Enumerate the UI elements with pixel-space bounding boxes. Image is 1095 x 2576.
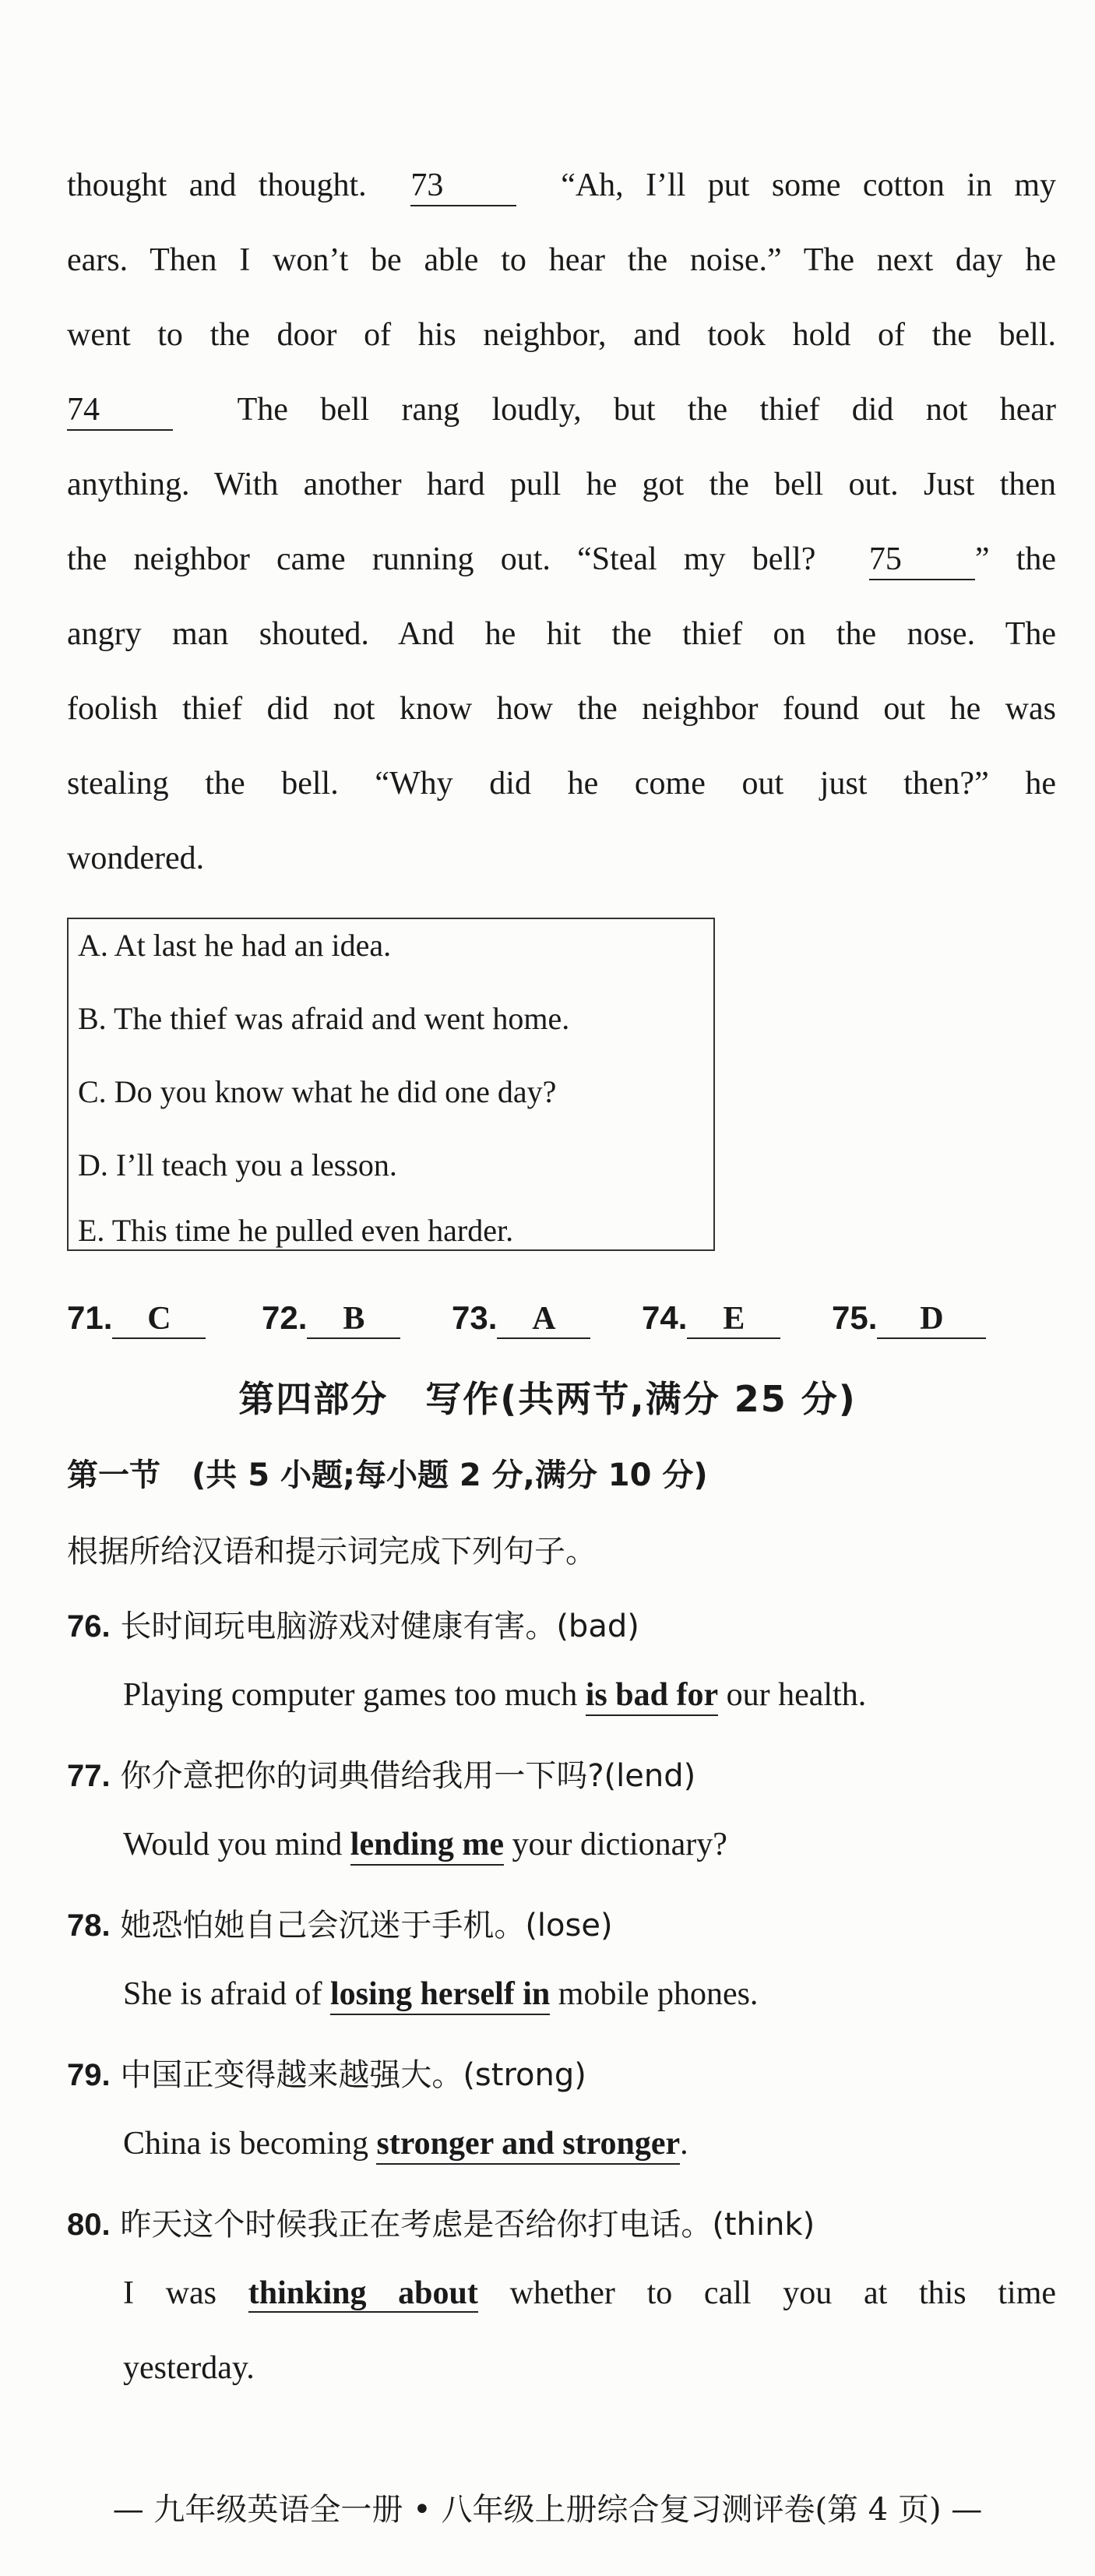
- answer-row: [67, 1299, 1002, 1346]
- answer-fill: lending me: [350, 1827, 504, 1866]
- answer-fill: stronger and stronger: [376, 2126, 680, 2165]
- answer-text: She is afraid of: [123, 1976, 330, 2012]
- passage-line-9: stealing the bell. “Why did he come out just then?” he: [67, 766, 1056, 802]
- answer-80-continued: yesterday.: [123, 2350, 255, 2386]
- answer-71: [67, 1299, 206, 1339]
- answer-text: Would you mind: [123, 1827, 350, 1862]
- passage-line-4: [67, 372, 1056, 447]
- answer-text: Playing computer games too much: [123, 1677, 586, 1713]
- passage: [67, 148, 1056, 896]
- question-number: 80.: [67, 2208, 111, 2242]
- passage-line-5: anything. With another hard pull he got the bell out. Just then: [67, 467, 1056, 502]
- passage-line-10: wondered.: [67, 840, 205, 876]
- question-prompt: 你介意把你的词典借给我用一下吗?(lend): [120, 1758, 696, 1794]
- blank-75: 75: [869, 543, 975, 580]
- answer-80: [123, 2275, 1056, 2312]
- passage-line-2: ears. Then I won’t be able to hear the noise.” The next day he: [67, 242, 1056, 278]
- subsection-title: 第一节 (共 5 小题;每小题 2 分,满分 10 分): [67, 1457, 708, 1493]
- answer-73: [452, 1299, 590, 1339]
- question-number: 78.: [67, 1908, 111, 1943]
- answer-text: .: [680, 2126, 688, 2162]
- answer-text: our health.: [718, 1677, 867, 1713]
- blank-74: 74: [67, 393, 173, 431]
- answer-text: China is becoming: [123, 2126, 377, 2162]
- answer-value: D: [877, 1300, 986, 1339]
- passage-line-6: [67, 522, 1056, 597]
- question-number: 77.: [67, 1759, 111, 1793]
- answer-value: A: [497, 1300, 590, 1339]
- option-a: A. At last he had an idea.: [78, 928, 392, 963]
- answer-79: [123, 2125, 688, 2162]
- answer-text: whether to call you at this time: [477, 2275, 1057, 2311]
- section-title: 第四部分 写作(共两节,满分 25 分): [238, 1378, 857, 1420]
- instruction: 根据所给汉语和提示词完成下列句子。: [67, 1534, 597, 1570]
- passage-text: The bell rang loudly, but the thief did not hear: [237, 392, 1056, 428]
- page-footer: — 九年级英语全一册 • 八年级上册综合复习测评卷(第 4 页) —: [112, 2492, 983, 2528]
- answer-text: mobile phones.: [550, 1976, 759, 2012]
- question-76: [67, 1602, 639, 1646]
- question-number: 76.: [67, 1609, 111, 1644]
- passage-line-7: angry man shouted. And he hit the thief on the nose. The: [67, 616, 1056, 652]
- answer-number: 73.: [452, 1299, 498, 1336]
- question-prompt: 长时间玩电脑游戏对健康有害。(bad): [120, 1609, 639, 1644]
- option-b: B. The thief was afraid and went home.: [78, 1001, 570, 1036]
- passage-line-8: foolish thief did not know how the neighbor found out he was: [67, 691, 1056, 727]
- answer-fill: is bad for: [586, 1677, 718, 1716]
- answer-75: [832, 1299, 986, 1339]
- option-c: C. Do you know what he did one day?: [78, 1074, 557, 1109]
- answer-number: 72.: [262, 1299, 308, 1336]
- option-d: D. I’ll teach you a lesson.: [78, 1147, 397, 1182]
- passage-line-3: went to the door of his neighbor, and took hold of the bell.: [67, 317, 1056, 353]
- question-prompt: 她恐怕她自己会沉迷于手机。(lose): [120, 1908, 613, 1943]
- answer-text: your dictionary?: [503, 1827, 727, 1862]
- answer-number: 75.: [832, 1299, 878, 1336]
- answer-74: [642, 1299, 780, 1339]
- passage-text: ” the: [974, 541, 1057, 577]
- answer-78: [123, 1975, 758, 2013]
- answer-text: I was: [123, 2275, 248, 2311]
- answer-77: [123, 1826, 727, 1863]
- answer-fill: thinking about: [248, 2275, 478, 2311]
- options-box: [67, 918, 715, 1251]
- question-80: [67, 2200, 815, 2244]
- question-number: 79.: [67, 2058, 111, 2092]
- option-e: E. This time he pulled even harder.: [78, 1213, 514, 1248]
- question-79: [67, 2050, 586, 2095]
- answer-number: 74.: [642, 1299, 688, 1336]
- answer-value: B: [307, 1300, 400, 1339]
- answer-number: 71.: [67, 1299, 113, 1336]
- passage-text: thought and thought.: [67, 167, 367, 203]
- question-prompt: 昨天这个时候我正在考虑是否给你打电话。(think): [120, 2207, 815, 2243]
- answer-72: [262, 1299, 400, 1339]
- answer-value: C: [112, 1300, 206, 1339]
- question-prompt: 中国正变得越来越强大。(strong): [120, 2057, 586, 2093]
- answer-value: E: [687, 1300, 780, 1339]
- passage-text: “Ah, I’ll put some cotton in my: [561, 167, 1056, 203]
- question-77: [67, 1751, 695, 1795]
- answer-fill: losing herself in: [330, 1976, 550, 2015]
- answer-76: [123, 1676, 866, 1714]
- question-78: [67, 1901, 613, 1945]
- passage-line-1: [67, 148, 1056, 223]
- blank-73: 73: [410, 169, 516, 206]
- passage-text: the neighbor came running out. “Steal my bell?: [67, 541, 816, 577]
